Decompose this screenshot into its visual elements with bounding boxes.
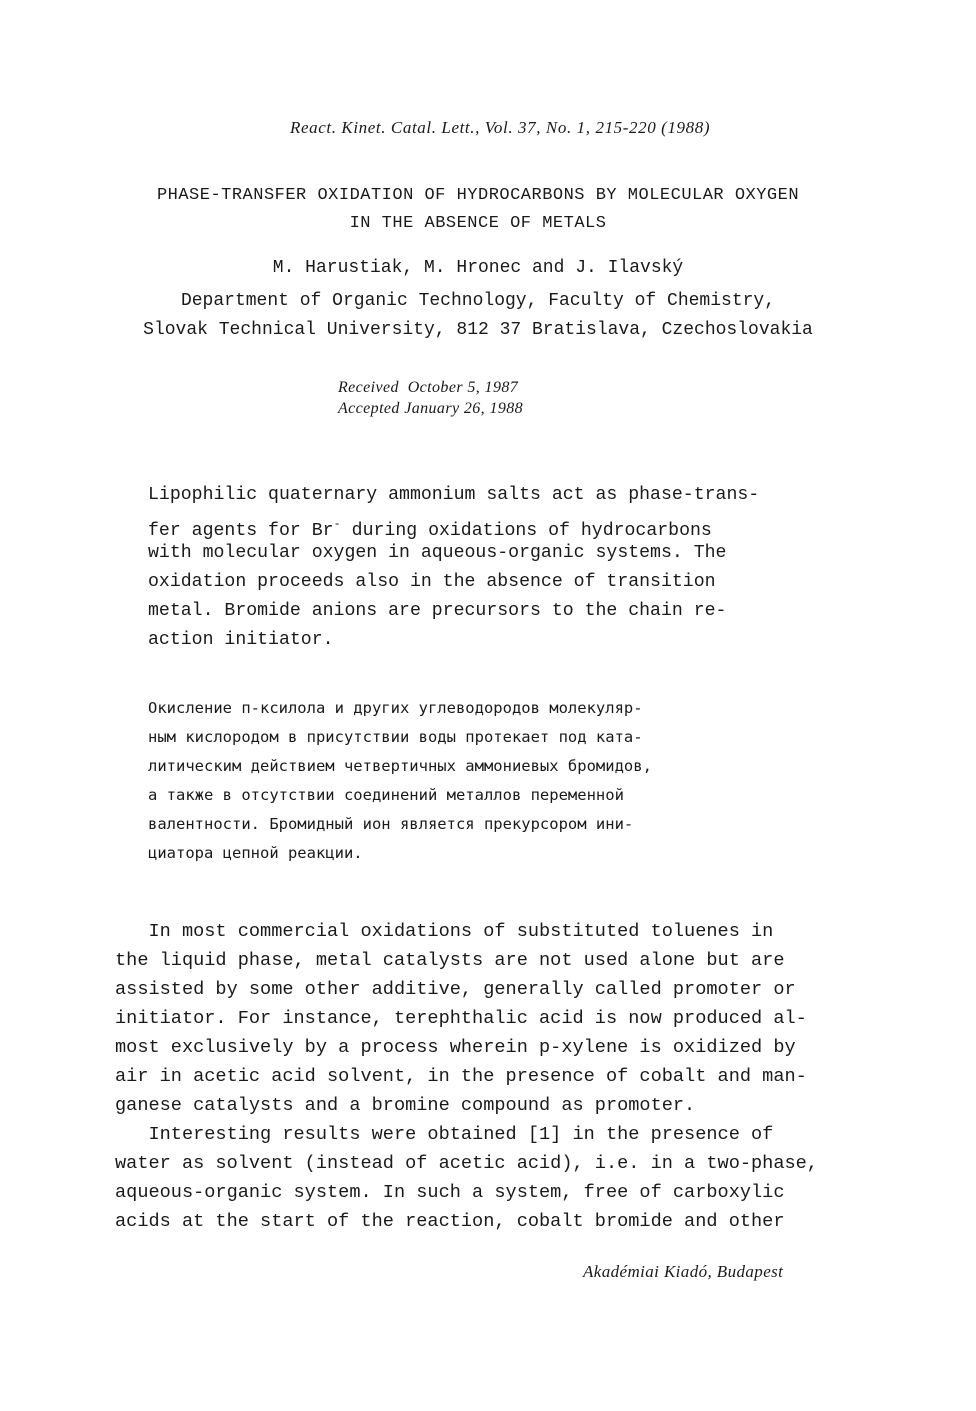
body-line: most exclusively by a process wherein p-xylene is oxidized by bbox=[115, 1037, 796, 1058]
abstract-ru-line: а также в отсутствии соединений металлов переменной bbox=[148, 786, 624, 804]
abstract-en-line: metal. Bromide anions are precursors to the chain re- bbox=[148, 601, 727, 621]
body-line: air in acetic acid solvent, in the presence of cobalt and man- bbox=[115, 1066, 807, 1087]
abstract-en-line: Lipophilic quaternary ammonium salts act as phase-trans- bbox=[148, 485, 760, 505]
body-line: the liquid phase, metal catalysts are not used alone but are bbox=[115, 950, 785, 971]
abstract-ru-line: литическим действием четвертичных аммониевых бромидов, bbox=[148, 757, 652, 775]
abstract-en-line: oxidation proceeds also in the absence of transition bbox=[148, 572, 716, 592]
body-line: assisted by some other additive, generally called promoter or bbox=[115, 979, 796, 1000]
body-line: initiator. For instance, terephthalic acid is now produced al- bbox=[115, 1008, 807, 1029]
abstract-ru-line: ным кислородом в присутствии воды протекает под ката- bbox=[148, 728, 643, 746]
publisher-footer: Akadémiai Kiadó, Budapest bbox=[583, 1262, 784, 1281]
paper-title-line-1: PHASE-TRANSFER OXIDATION OF HYDROCARBONS BY MOLECULAR OXYGEN bbox=[156, 186, 800, 205]
received-date: Received October 5, 1987 bbox=[338, 379, 519, 396]
paper-title-line-2: IN THE ABSENCE OF METALS bbox=[349, 214, 607, 233]
authors: M. Harustiak, M. Hronec and J. Ilavský bbox=[272, 258, 684, 278]
abstract-ru-line: циатора цепной реакции. bbox=[148, 844, 363, 862]
abstract-ru-line: валентности. Бромидный ион является прекурсором ини- bbox=[148, 815, 634, 833]
affiliation-line-1: Department of Organic Technology, Faculty of Chemistry, bbox=[180, 291, 776, 311]
affiliation-line-2: Slovak Technical University, 812 37 Bratislava, Czechoslovakia bbox=[143, 320, 813, 340]
accepted-date: Accepted January 26, 1988 bbox=[338, 400, 524, 417]
body-line: Interesting results were obtained [1] in the presence of bbox=[115, 1124, 774, 1145]
abstract-ru-line: Окисление п-ксилола и других углеводородов молекуляр- bbox=[148, 699, 643, 717]
journal-citation: React. Kinet. Catal. Lett., Vol. 37, No. 1, 215-220 (1988) bbox=[290, 118, 711, 137]
body-line: water as solvent (instead of acetic acid), i.e. in a two-phase, bbox=[115, 1153, 818, 1174]
body-line: aqueous-organic system. In such a system, free of carboxylic bbox=[115, 1182, 785, 1203]
abstract-en-line: with molecular oxygen in aqueous-organic systems. The bbox=[148, 543, 727, 563]
body-line: ganese catalysts and a bromine compound as promoter. bbox=[115, 1095, 696, 1116]
bromide-charge: - bbox=[333, 517, 341, 531]
body-line: acids at the start of the reaction, cobalt bromide and other bbox=[115, 1211, 785, 1232]
abstract-en-line: action initiator. bbox=[148, 630, 334, 650]
abstract-en-text: fer agents for Br bbox=[148, 521, 334, 541]
body-line: In most commercial oxidations of substituted toluenes in bbox=[115, 921, 774, 942]
abstract-en-text: during oxidations of hydrocarbons bbox=[340, 521, 712, 541]
